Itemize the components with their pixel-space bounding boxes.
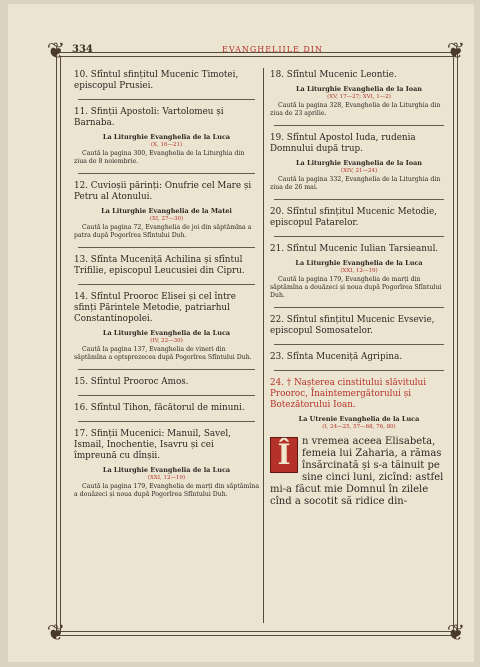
calendar-entry: [270, 378, 448, 508]
calendar-entry: [74, 181, 259, 240]
calendar-entry: [74, 403, 259, 414]
drop-cap: Î: [270, 437, 298, 473]
book-page: [8, 4, 474, 662]
scripture-reference: (XIV, 21—24): [340, 168, 378, 174]
calendar-entry: [270, 207, 448, 229]
corner-ornament-icon: ❦: [446, 621, 466, 646]
entry-title: 10. Sfîntul sfințitul Mucenic Timotei, episcopul Prusiei.: [74, 70, 239, 91]
divider: [78, 395, 255, 396]
entry-title: 17. Sfinții Mucenici: Manuil, Savel, Ismail, Inochentie, Isavru și cei împreună cu dînșii.: [74, 429, 231, 461]
divider: [274, 344, 444, 345]
corner-ornament-icon: ❦: [46, 621, 66, 646]
liturgy-label: La Liturghie Evanghelia de la Luca: [102, 466, 231, 474]
calendar-entry: [270, 315, 448, 337]
scripture-reference: (XXI, 12—19): [340, 268, 378, 274]
cross-reference-note: Caută la pagina 179, Evanghelia de marți din săptămîna a douăzeci și noua după Pogorîrea Sfîntului Duh.: [74, 483, 260, 498]
divider: [78, 369, 255, 370]
divider: [274, 125, 444, 126]
liturgy-label: La Liturghie Evanghelia de la Luca: [295, 259, 423, 267]
entry-title: 12. Cuvioșii părinți: Onufrie cel Mare și Petru al Atonului.: [74, 181, 252, 202]
calendar-entry: [74, 255, 259, 277]
divider: [78, 421, 255, 422]
divider: [274, 236, 444, 237]
cross-reference-note: Caută la pagina 300, Evanghelia de la Liturghia din ziua de 8 noiembrie.: [74, 150, 245, 165]
divider: [78, 247, 255, 248]
right-column: [270, 70, 448, 508]
feast-title: 24. † Nașterea cinstitului slăvitului Prooroc, Înaintemergătorului și Botezătorului Ioan.: [270, 378, 427, 410]
calendar-entry: [74, 429, 259, 499]
running-title: EVANGHELIILE DIN: [222, 45, 323, 54]
gospel-text: n vremea aceea Elisabeta, femeia lui Zaharia, a rămas însărcinată și s-a tăinuit pe sine cinci luni, zicînd: astfel mi-a făcut mie Domnul în zilele cînd a socotit să ridice din-: [270, 436, 444, 507]
calendar-entry: [74, 292, 259, 362]
cross-reference-note: Caută la pagina 137, Evanghelia de vineri din săptămîna a optsprezecea după Pogorîrea Sfîntului Duh.: [74, 346, 252, 361]
column-divider: [263, 68, 264, 623]
liturgy-label: La Liturghie Evanghelia de la Ioan: [295, 85, 423, 93]
corner-ornament-icon: ❦: [46, 39, 66, 64]
calendar-entry: [270, 133, 448, 192]
liturgy-label: La Liturghie Evanghelia de la Matei: [101, 207, 232, 215]
divider: [78, 284, 255, 285]
scripture-reference: (XV, 17—27; XVI, 1—2): [327, 94, 391, 100]
left-column: [74, 70, 259, 499]
calendar-entry: [74, 107, 259, 166]
divider: [274, 307, 444, 308]
page-number: 334: [72, 44, 93, 55]
liturgy-label: La Liturghie Evanghelia de la Luca: [102, 133, 231, 141]
calendar-entry: [74, 70, 259, 92]
entry-title: 19. Sfîntul Apostol Iuda, rudenia Domnului după trup.: [270, 133, 416, 154]
liturgy-label: La Utrenie Evanghelia de la Luca: [298, 415, 420, 423]
entry-title: 21. Sfîntul Mucenic Iulian Tarsieanul.: [270, 244, 439, 254]
cross-reference-note: Caută la pagina 328, Evanghelia de la Liturghia din ziua de 23 aprilie.: [270, 102, 441, 117]
scripture-reference: (XI, 27—30): [149, 216, 184, 222]
cross-reference-note: Caută la pagina 72, Evanghelia de joi din săptămîna a patra după Pogorîrea Sfîntului Duh.: [74, 224, 252, 239]
scripture-reference: (IV, 22—30): [150, 338, 183, 344]
entry-title: 23. Sfînta Muceniță Agripina.: [270, 352, 403, 362]
scripture-reference: (XXI, 12—19): [147, 475, 186, 481]
calendar-entry: [270, 352, 448, 363]
entry-title: 18. Sfîntul Mucenic Leontie.: [270, 70, 397, 80]
entry-title: 14. Sfîntul Prooroc Elisei și cel între sfinți Părintele Metodie, patriarhul Constantinopolei.: [74, 292, 236, 324]
entry-title: 16. Sfîntul Tihon, făcătorul de minuni.: [74, 403, 245, 413]
liturgy-label: La Liturghie Evanghelia de la Ioan: [295, 159, 423, 167]
divider: [274, 370, 444, 371]
scripture-reference: (X, 16—21): [150, 142, 183, 148]
entry-title: 13. Sfînta Muceniță Achilina și sfîntul Trifilie, episcopul Leucusiei din Cipru.: [74, 255, 245, 276]
entry-title: 15. Sfîntul Prooroc Amos.: [74, 377, 189, 387]
entry-title: 22. Sfîntul sfințitul Mucenic Evsevie, episcopul Somosatelor.: [270, 315, 435, 336]
calendar-entry: [270, 244, 448, 300]
divider: [78, 173, 255, 174]
cross-reference-note: Caută la pagina 332, Evanghelia de la Liturghia din ziua de 26 mai.: [270, 176, 441, 191]
page-header: [72, 44, 444, 58]
scripture-reference: (I, 24—25, 57—68, 76, 80): [322, 424, 396, 430]
entry-title: 11. Sfinții Apostoli: Vartolomeu și Barnaba.: [74, 107, 224, 128]
divider: [78, 99, 255, 100]
calendar-entry: [74, 377, 259, 388]
divider: [274, 199, 444, 200]
gospel-passage: [270, 436, 448, 508]
calendar-entry: [270, 70, 448, 118]
entry-title: 20. Sfîntul sfințitul Mucenic Metodie, episcopul Patarelor.: [270, 207, 438, 228]
cross-reference-note: Caută la pagina 179, Evanghelia de marți din săptămîna a douăzeci și noua după Pogorîrea Sfîntului Duh.: [270, 276, 442, 299]
corner-ornament-icon: ❦: [446, 39, 466, 64]
liturgy-label: La Liturghie Evanghelia de la Luca: [102, 329, 231, 337]
